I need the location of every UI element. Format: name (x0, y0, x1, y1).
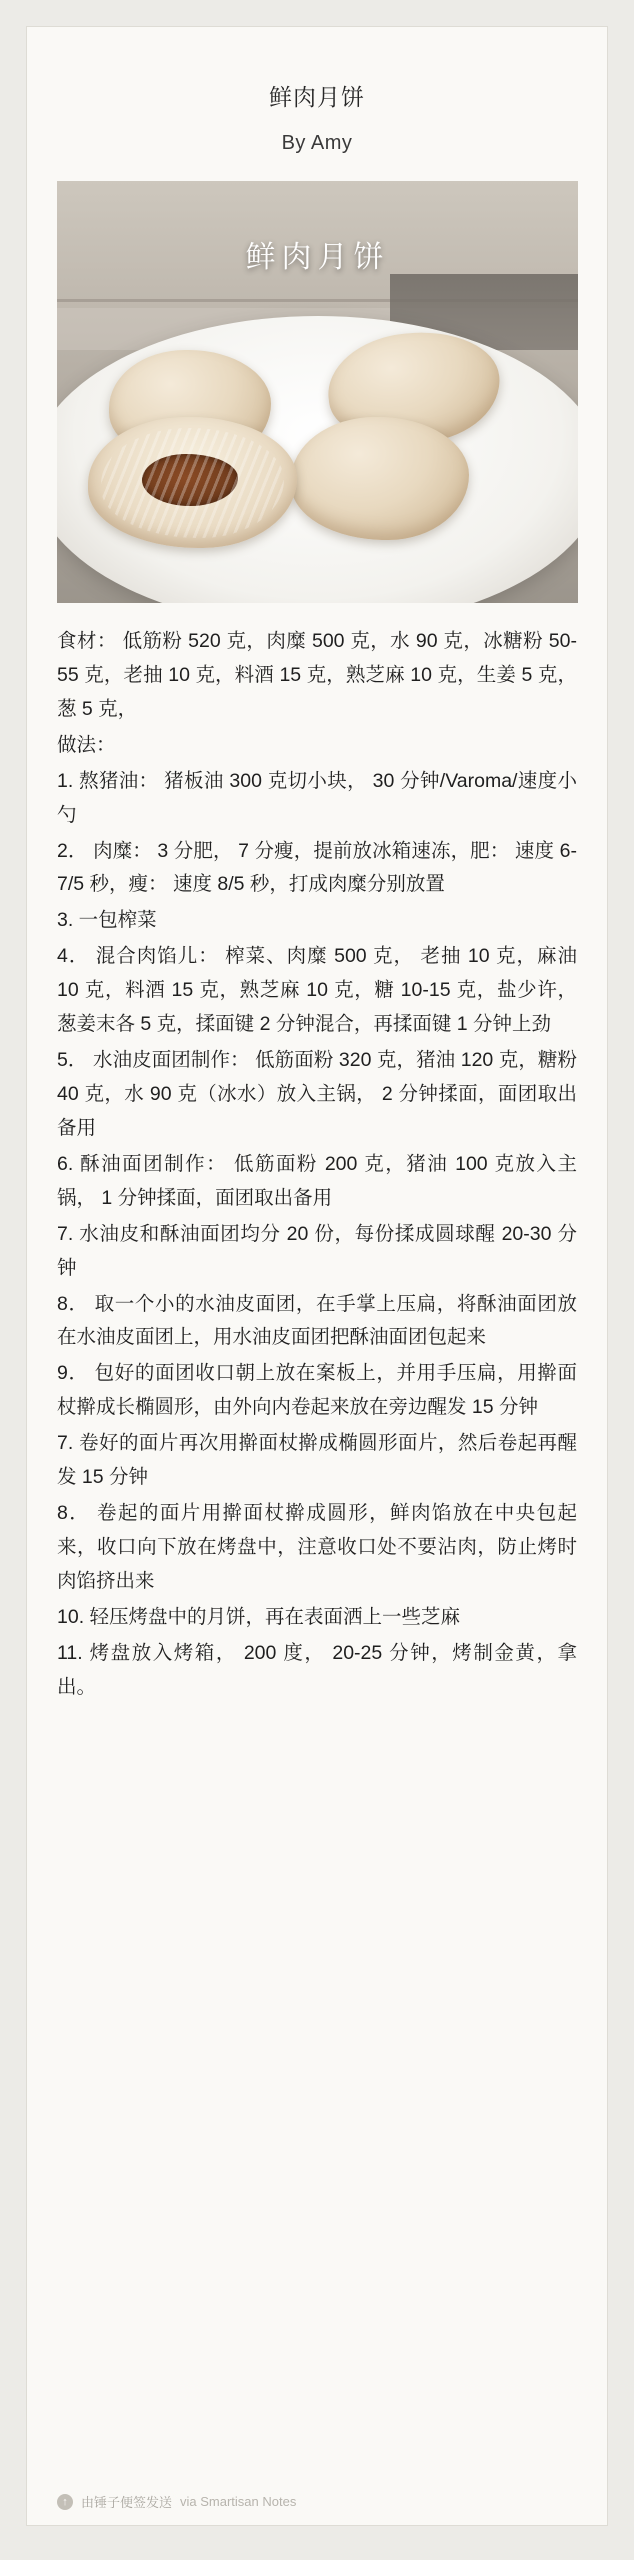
recipe-line: 9． 包好的面团收口朝上放在案板上，并用手压扁，用擀面杖擀成长椭圆形，由外向内卷起来放在旁边醒发 15 分钟 (57, 1362, 577, 1419)
photo-overlay-title: 鲜肉月饼 (245, 240, 390, 274)
recipe-line: 7. 水油皮和酥油面团均分 20 份，每份揉成圆球醒 20-30 分钟 (57, 1222, 577, 1279)
fresh-pork-mooncake-photo (57, 181, 578, 603)
page-title: 鲜肉月饼 (269, 84, 365, 110)
recipe-line: 1. 熬猪油： 猪板油 300 克切小块， 30 分钟/Varoma/速度小勺 (57, 769, 577, 826)
recipe-line: 2． 肉糜： 3 分肥， 7 分瘦，提前放冰箱速冻，肥： 速度 6-7/5 秒，瘦： 速度 8/5 秒，打成肉糜分别放置 (57, 839, 577, 896)
footer (27, 2492, 607, 2511)
mooncake-shape (291, 417, 468, 539)
note-sheet (26, 26, 608, 2526)
mooncake-cut-shape (88, 417, 296, 548)
smartisan-logo-icon: ↑ (57, 2494, 73, 2510)
recipe-body (57, 625, 577, 1705)
pork-filling-shape (142, 454, 238, 506)
recipe-line: 5． 水油皮面团制作： 低筋面粉 320 克，猪油 120 克，糖粉 40 克，水 90 克（冰水）放入主锅， 2 分钟揉面，面团取出备用 (57, 1049, 577, 1139)
recipe-line: 8． 卷起的面片用擀面杖擀成圆形，鲜肉馅放在中央包起来，收口向下放在烤盘中，注意收口处不要沾肉，防止烤时肉馅挤出来 (57, 1502, 577, 1592)
recipe-line: 11. 烤盘放入烤箱， 200 度， 20-25 分钟，烤制金黄，拿出。 (57, 1641, 577, 1698)
recipe-line: 7. 卷好的面片再次用擀面杖擀成椭圆形面片，然后卷起再醒发 15 分钟 (57, 1432, 577, 1489)
recipe-line: 6. 酥油面团制作： 低筋面粉 200 克，猪油 100 克放入主锅， 1 分钟揉面，面团取出备用 (57, 1152, 577, 1209)
footer-source-label: 由锤子便签发送 (81, 2495, 173, 2510)
recipe-line: 8． 取一个小的水油皮面团，在手掌上压扁，将酥油面团放在水油皮面团上，用水油皮面团把酥油面团包起来 (57, 1292, 577, 1349)
footer-via-label: via Smartisan Notes (180, 2494, 297, 2509)
recipe-line: 食材： 低筋粉 520 克，肉糜 500 克，水 90 克，冰糖粉 50-55 克，老抽 10 克，料酒 15 克，熟芝麻 10 克，生姜 5 克，葱 5 克， (57, 630, 577, 720)
recipe-line: 3. 一包榨菜 (57, 909, 157, 932)
recipe-line: 做法： (57, 733, 116, 756)
recipe-line: 4． 混合肉馅儿： 榨菜、肉糜 500 克， 老抽 10 克，麻油 10 克，料酒 15 克，熟芝麻 10 克，糖 10-15 克，盐少许，葱姜末各 5 克，揉面键 2 分钟混合，再揉面键 1 分钟上劲 (57, 945, 577, 1036)
recipe-line: 10. 轻压烤盘中的月饼，再在表面洒上一些芝麻 (57, 1605, 461, 1628)
byline: By Amy (281, 132, 353, 154)
